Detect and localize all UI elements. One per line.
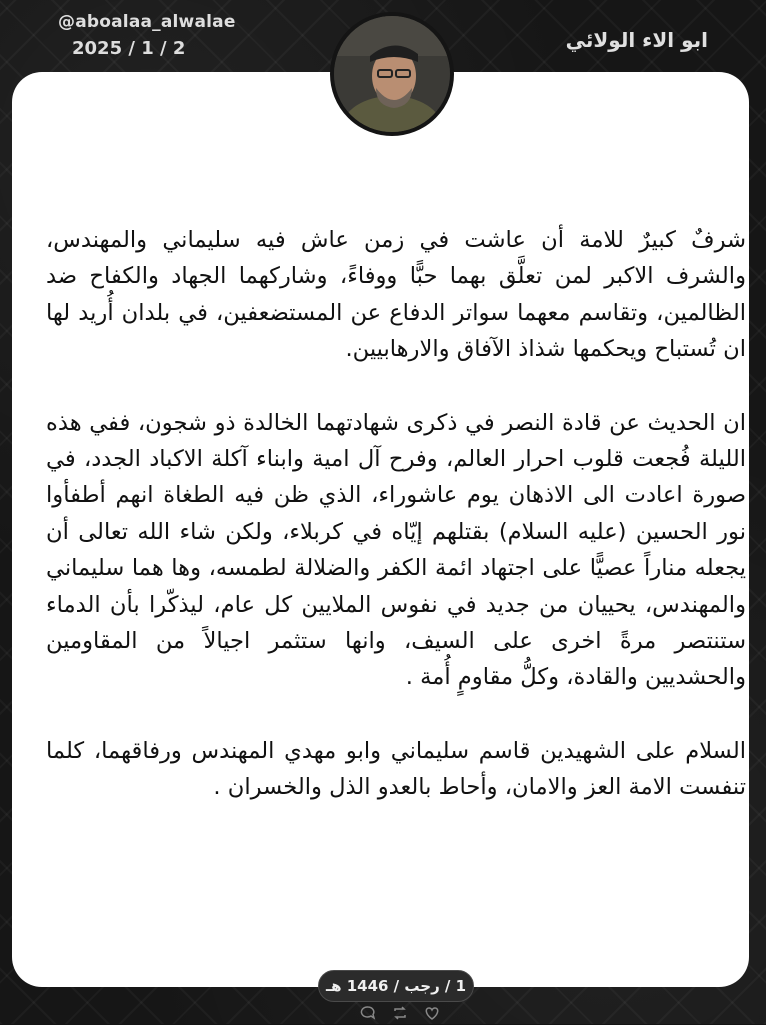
reply-icon[interactable]	[360, 1005, 376, 1021]
hijri-date-text: 1 / رجب / 1446 هـ	[325, 977, 467, 995]
hijri-date-badge	[318, 970, 474, 1002]
user-name[interactable]: ابو الاء الولائي	[565, 28, 708, 52]
avatar[interactable]	[330, 12, 454, 136]
post-card	[12, 72, 749, 987]
post-paragraph-1: شرفٌ كبيرٌ للامة أن عاشت في زمن عاش فيه سليماني والمهندس، والشرف الاكبر لمن تعلَّق بهما حبًّا ووفاءً، وشاركهما الجهاد والكفاح ضد الظالمين، وتقاسم معهما سواتر الدفاع عن المستضعفين، في بلدان أُريد لها ان تُستباح ويحكمها شذاذ الآفاق والارهابيين.	[46, 227, 746, 363]
post-body	[46, 222, 746, 806]
user-handle[interactable]: @aboalaa_alwalae	[58, 12, 236, 32]
post-date: 2025 / 1 / 2	[72, 38, 186, 59]
heart-icon[interactable]	[424, 1005, 440, 1021]
post-paragraph-3: السلام على الشهيدين قاسم سليماني وابو مهدي المهندس ورفاقهما، كلما تنفست الامة العز والامان، وأحاط بالعدو الذل والخسران .	[46, 737, 746, 801]
repost-icon[interactable]	[392, 1005, 408, 1021]
avatar-portrait	[334, 16, 450, 132]
post-paragraph-2: ان الحديث عن قادة النصر في ذكرى شهادتهما الخالدة ذو شجون، ففي هذه الليلة فُجعت قلوب احرار العالم، وفرح آل امية وابناء آكلة الاكباد الجدد، في صورة اعادت الى الاذهان يوم عاشوراء، الذي ظن فيه الطغاة انهم أطفأوا نور الحسين (عليه السلام) بقتلهم إيّاه في كربلاء، ولكن شاء الله تعالى أن يجعله مناراً عصيًّا على اجتهاد ائمة الكفر والضلالة لطمسه، وها هما سليماني والمهندس، يحييان من جديد في نفوس الملايين كل عام، ليذكّرا بأن الدماء ستنتصر مرةً اخرى على السيف، وانها ستثمر اجيالاً من المقاومين والحشديين والقادة، وكلُّ مقاومٍ أُمة .	[46, 409, 746, 691]
post-actions	[360, 1004, 440, 1022]
